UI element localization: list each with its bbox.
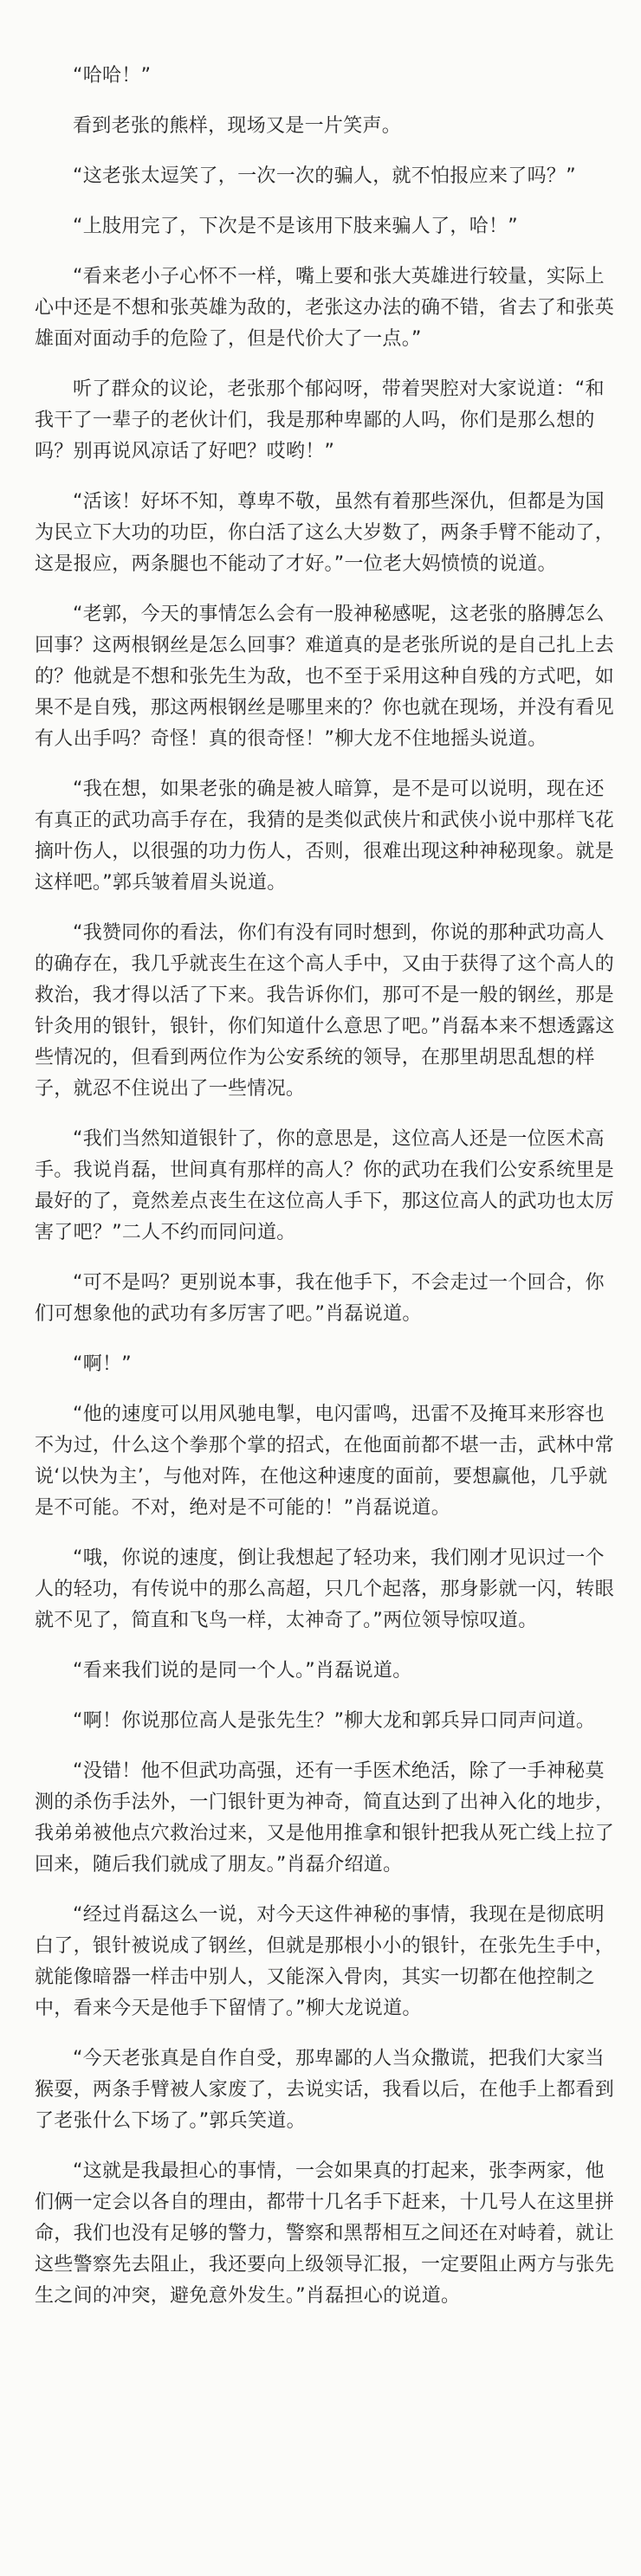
paragraph: “今天老张真是自作自受，那卑鄙的人当众撒谎，把我们大家当猴耍，两条手臂被人家废了，去说实话，我看以后，在他手上都看到了老张什么下场了。”郭兵笑道。	[35, 2048, 615, 2132]
paragraph: “看来老小子心怀不一样，嘴上要和张大英雄进行较量，实际上心中还是不想和张英雄为敌的，老张这办法的确不错，省去了和张英雄面对面动手的危险了，但是代价大了一点。”	[35, 266, 615, 350]
paragraph: “我们当然知道银针了，你的意思是，这位高人还是一位医术高手。我说肖磊，世间真有那样的高人？你的武功在我们公安系统里是最好的了，竟然差点丧生在这位高人手下，那这位高人的武功也太厉害了吧？”二人不约而同问道。	[35, 1128, 615, 1243]
paragraph: “我在想，如果老张的确是被人暗算，是不是可以说明，现在还有真正的武功高手存在，我猜的是类似武侠片和武侠小说中那样飞花摘叶伤人，以很强的功力伤人，否则，很难出现这种神秘现象。就是这样吧。”郭兵皱着眉头说道。	[35, 778, 615, 894]
paragraph: “哈哈！”	[73, 65, 152, 87]
paragraph: “经过肖磊这么一说，对今天这件神秘的事情，我现在是彻底明白了，银针被说成了钢丝，但就是那根小小的银针，在张先生手中，就能像暗器一样击中别人，又能深入骨肉，其实一切都在他控制之中，看来今天是他手下留情了。”柳大龙说道。	[35, 1904, 615, 2019]
paragraph: “啊！你说那位高人是张先生？”柳大龙和郭兵异口同声问道。	[73, 1710, 596, 1732]
paragraph: “可不是吗？更别说本事，我在他手下，不会走过一个回合，你们可想象他的武功有多厉害了吧。”肖磊说道。	[35, 1272, 605, 1325]
paragraph: “老郭，今天的事情怎么会有一股神秘感呢，这老张的胳膊怎么回事？这两根钢丝是怎么回事？难道真的是老张所说的是自己扎上去的？他就是不想和张先生为敌，也不至于采用这种自残的方式吧，如果不是自残，那这两根钢丝是哪里来的？你也就在现场，并没有看见有人出手吗？奇怪！真的很奇怪！”柳大龙不住地摇头说道。	[35, 604, 615, 750]
paragraph: “上肢用完了，下次是不是该用下肢来骗人了，哈！”	[73, 216, 518, 237]
paragraph: “啊！”	[73, 1353, 132, 1375]
paragraph: “没错！他不但武功高强，还有一手医术绝活，除了一手神秘莫测的杀伤手法外，一门银针更为神奇，简直达到了出神入化的地步，我弟弟被他点穴救治过来，又是他用推拿和银针把我从死亡线上拉了回来，随后我们就成了朋友。”肖磊介绍道。	[35, 1760, 615, 1876]
paragraph: “我赞同你的看法，你们有没有同时想到，你说的那种武功高人的确存在，我几乎就丧生在这个高人手中，又由于获得了这个高人的救治，我才得以活了下来。我告诉你们，那可不是一般的钢丝，那是针灸用的银针，银针，你们知道什么意思了吧。”肖磊本来不想透露这些情况的，但看到两位作为公安系统的领导，在那里胡思乱想的样子，就忍不住说出了一些情况。	[35, 922, 615, 1100]
paragraph: “这就是我最担心的事情，一会如果真的打起来，张李两家，他们俩一定会以各自的理由，都带十几名手下赶来，十几号人在这里拼命，我们也没有足够的警力，警察和黑帮相互之间还在对峙着，就让这些警察先去阻止，我还要向上级领导汇报，一定要阻止两方与张先生之间的冲突，避免意外发生。”肖磊担心的说道。	[35, 2160, 615, 2307]
paragraph: “看来我们说的是同一个人。”肖磊说道。	[73, 1660, 412, 1682]
paragraph: “哦，你说的速度，倒让我想起了轻功来，我们刚才见识过一个人的轻功，有传说中的那么高超，只几个起落，那身影就一闪，转眼就不见了，简直和飞鸟一样，太神奇了。”两位领导惊叹道。	[35, 1547, 615, 1631]
paragraph: “活该！好坏不知，尊卑不敬，虽然有着那些深仇，但都是为国为民立下大功的功臣，你白活了这么大岁数了，两条手臂不能动了，这是报应，两条腿也不能动了才好。”一位老大妈愤愤的说道。	[35, 491, 615, 575]
paragraph: 看到老张的熊样，现场又是一片笑声。	[73, 115, 402, 137]
paragraph: “这老张太逗笑了，一次一次的骗人，就不怕报应来了吗？”	[73, 165, 576, 187]
paragraph: 听了群众的议论，老张那个郁闷呀，带着哭腔对大家说道：“和我干了一辈子的老伙计们，我是那种卑鄙的人吗，你们是那么想的吗？别再说风凉话了好吧？哎哟！”	[35, 378, 605, 462]
paragraph: “他的速度可以用风驰电掣，电闪雷鸣，迅雷不及掩耳来形容也不为过，什么这个拳那个掌的招式，在他面前都不堪一击，武林中常说‘以快为主’，与他对阵，在他这种速度的面前，要想赢他，几乎就是不可能。不对，绝对是不可能的！”肖磊说道。	[35, 1404, 615, 1519]
